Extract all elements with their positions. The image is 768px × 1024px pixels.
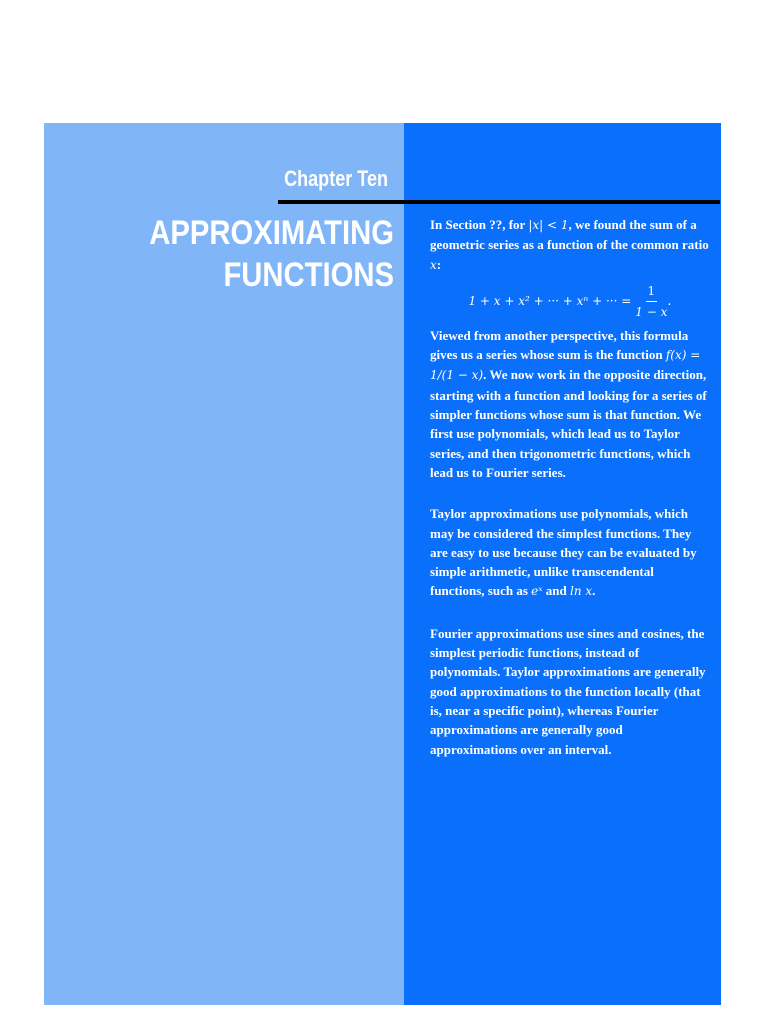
chapter-label: Chapter Ten	[284, 166, 388, 191]
taylor-paragraph: Taylor approximations use polynomials, which may be considered the simplest functions. They are easy to use because they can be evaluated by simple arithmetic, unlike transcendental functions, such as eˣ and ln x.	[430, 506, 697, 599]
equation-fraction	[635, 283, 667, 320]
equation-lhs: 1 + x + x² + ··· + xⁿ + ··· =	[468, 293, 632, 308]
fourier-paragraph: Fourier approximations use sines and cosines, the simplest periodic functions, instead of polynomials. Taylor approximations are generally good approximations to the function locally (that is, near a specific point), whereas Fourier approximations are generally good approximations over an interval.	[430, 625, 706, 757]
perspective-paragraph: Viewed from another perspective, this formula gives us a series whose sum is the function f(x) = 1/(1 − x). We now work in the opposite direction, starting with a function and looking for a series of simpler functions whose sum is that function. We first use polynomials, which lead us to Taylor series, and then trigonometric functions, which lead us to Fourier series.	[430, 327, 707, 480]
equation-period: .	[667, 293, 672, 309]
inline-math-function: f(x) = 1/(1 − x)	[430, 348, 701, 383]
header-rule	[278, 200, 720, 204]
inline-math-x: x	[430, 257, 437, 272]
chapter-title	[107, 212, 394, 296]
inline-math-ln: ln x	[569, 584, 593, 599]
inline-math-exp: eˣ	[531, 584, 543, 599]
fraction-numerator: 1	[646, 283, 658, 302]
intro-paragraph: In Section ??, for |x| < 1, we found the sum of a geometric series as a function of the common ratio x:	[430, 217, 709, 272]
fraction-denominator: 1 − x	[635, 304, 668, 319]
geometric-series-equation	[430, 283, 710, 320]
inline-math-abs: |x| < 1	[528, 218, 569, 232]
chapter-title-line-1: APPROXIMATING	[149, 214, 394, 252]
chapter-title-line-2: FUNCTIONS	[223, 256, 394, 294]
chapter-intro-text	[430, 215, 710, 759]
